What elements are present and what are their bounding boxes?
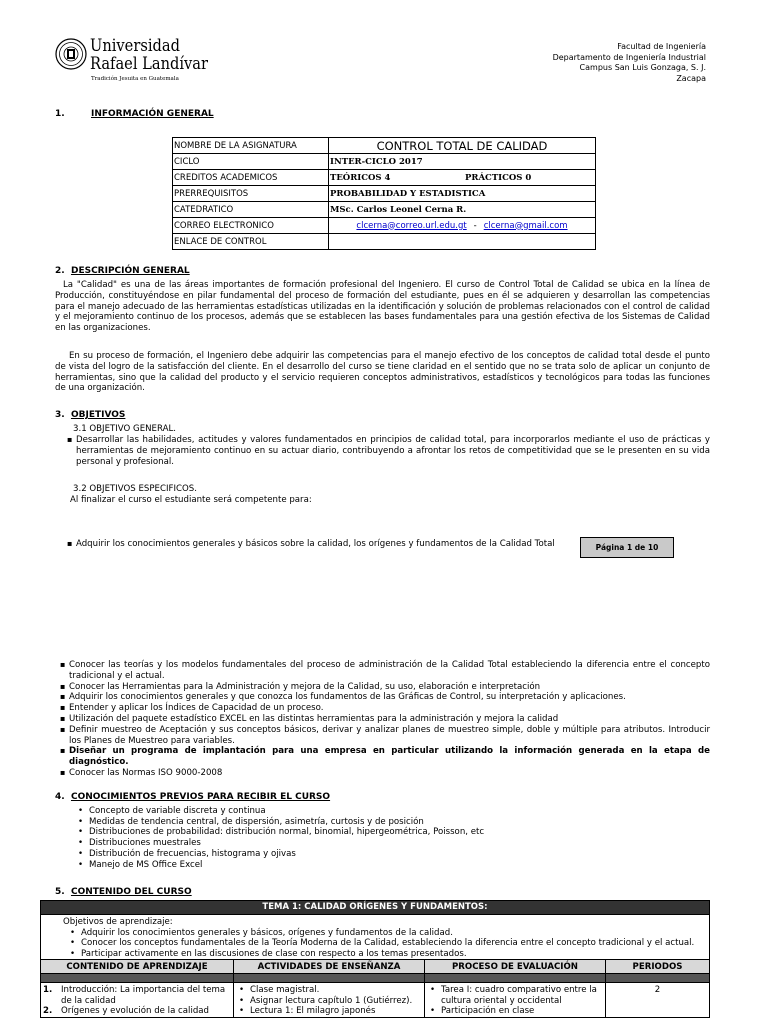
activities-cell [234,983,425,1017]
specific-objectives-list [55,660,710,779]
table-row [173,154,596,170]
list-item: • Clase magistral. [236,985,422,995]
info-label: NOMBRE DE LA ASIGNATURA [173,138,329,154]
list-item: • Participación en clase [427,1006,603,1016]
list-item: ▪ Adquirir los conocimientos generales y que conozca los fundamentos de las Gráficas de Control, su interpretación y aplicaciones. [55,692,710,703]
faculty-name: Facultad de Ingeniería [617,42,706,51]
section-5-heading: 5. CONTENIDO DEL CURSO [55,887,192,897]
list-item: ▪ Diseñar un programa de implantación para una empresa en particular utilizando la información generada en la etapa de diagnóstico. [55,746,710,768]
table-divider-row [41,974,710,983]
topic-title-band: TEMA 1: CALIDAD ORÍGENES Y FUNDAMENTOS: [40,900,710,915]
column-header: CONTENIDO DE APRENDIZAJE [41,960,234,974]
section-3-heading: 3. OBJETIVOS [55,410,126,420]
general-info-table [172,137,596,250]
description-paragraph-1: La "Calidad" es una de las áreas importantes de formación profesional del Ingeniero. El curso de Control Total de Calidad se ubica en la línea de Producción, constituyéndose en pilar fundamental del proceso de formación del estudiante, pues en él se adquieren y desarrollan las competencias para el manejo adecuado de las herramientas estadísticas utilizadas en la identificación y solución de problemas relacionados con el control de calidad y el mejoramiento continuo de los procesos, además que se establecen las bases fundamentales para una gestión efectiva de los Sistemas de Calidad en las organizaciones. [55,280,710,334]
faculty-address [553,42,706,84]
learning-objectives-list [63,928,709,960]
list-item: • Tarea I: cuadro comparativo entre la cultura oriental y occidental [427,985,603,1006]
university-seal-icon [55,38,87,70]
cycle-value: INTER-CICLO 2017 [329,154,596,170]
credits-value [329,170,596,186]
evaluation-cell [425,983,606,1017]
list-item: ▪ Conocer las Herramientas para la Administración y mejora de la Calidad, su uso, elaboración e interpretación [55,682,710,693]
description-paragraph-2: En su proceso de formación, el Ingeniero debe adquirir las competencias para el manejo efectivo de los conceptos de calidad total desde el punto de vista del logro de la satisfacción del cliente. En el desarrollo del curso se tiene claridad en el sentido que no se trata solo de aplicar un conjunto de herramientas, sino que la calidad del producto y el servicio requieren conceptos administrativos, estadísticos y tecnológicos para todas las funciones de una organización. [55,351,710,394]
list-item: • Distribución de frecuencias, histograma y ojivas [75,849,695,860]
university-tagline: Tradición Jesuita en Guatemala [91,76,179,82]
course-name: CONTROL TOTAL DE CALIDAD [329,138,596,154]
list-item: ▪ Definir muestreo de Aceptación y sus conceptos básicos, derivar y analizar planes de muestreo simple, doble y múltiple para atributos. Introducir los Planes de Muestreo para variables. [55,725,710,747]
prerequisites-value: PROBABILIDAD Y ESTADISTICA [329,186,596,202]
content-cell: 1. Introducción: La importancia del tema de la calidad 2. Orígenes y evolución de la calidad [41,983,234,1017]
email-link-2[interactable]: clcerna@gmail.com [483,220,568,231]
list-item: ▪ Conocer las Normas ISO 9000-2008 [55,768,710,779]
email-link-1[interactable]: clcerna@correo.url.edu.gt [356,220,467,231]
practice-credits: PRÁCTICOS 0 [465,172,532,183]
info-label: ENLACE DE CONTROL [173,234,329,250]
university-name-line1: Universidad [90,36,180,56]
list-item: • Distribuciones muestrales [75,838,695,849]
list-item: • Participar activamente en las discusiones de clase con respecto a los temas presentados. [67,949,709,960]
learning-objectives-label: Objetivos de aprendizaje: [63,917,173,927]
list-item: • Lectura 1: El milagro japonés [236,1006,422,1016]
table-header-row [41,960,710,974]
page-number-box: Página 1 de 10 [580,537,674,558]
info-label: CREDITOS ACADEMICOS [173,170,329,186]
column-header: PROCESO DE EVALUACIÓN [425,960,606,974]
info-label: CORREO ELECTRONICO [173,218,329,234]
control-link-value [329,234,596,250]
table-row [173,218,596,234]
theory-credits: TEÓRICOS 4 [330,172,391,183]
list-item: • Adquirir los conocimientos generales y básicos, orígenes y fundamentos de la calidad. [67,928,709,939]
list-item: • Distribuciones de probabilidad: distribución normal, binomial, hipergeométrica, Poisson, etc [75,827,695,838]
section-2-heading: 2. DESCRIPCIÓN GENERAL [55,266,190,276]
general-objective-text: ▪ Desarrollar las habilidades, actitudes y valores fundamentados en principios de calidad total, para incorporarlos mediante el uso de prácticas y herramientas de mejoramiento continuo en su actuar diario, contribuyendo a afrontar los retos de competitividad que se le presenten en su vida personal y profesional. [62,435,710,467]
specific-objective-item: ▪ Adquirir los conocimientos generales y básicos sobre la calidad, los orígenes y fundamentos de la Calidad Total [62,539,710,550]
prerequisites-list [75,806,695,870]
info-label: CICLO [173,154,329,170]
table-row [173,170,596,186]
list-item: ▪ Entender y aplicar los Índices de Capacidad de un proceso. [55,703,710,714]
learning-objectives-box [40,915,710,959]
list-item: ▪ Conocer las teorías y los modelos fundamentales del proceso de administración de la Calidad Total estableciendo la diferencia entre el concepto tradicional y el actual. [55,660,710,682]
section-1-heading: 1. INFORMACIÓN GENERAL [55,109,214,119]
university-name-line2: Rafael Landívar [90,54,209,74]
list-item: • Conocer los conceptos fundamentales de la Teoría Moderna de la Calidad, estableciendo la diferencia entre el concepto tradicional y el actual. [67,938,709,949]
table-row [41,983,710,1017]
specific-objectives-intro: Al finalizar el curso el estudiante será competente para: [70,495,312,505]
table-row [173,186,596,202]
specific-objectives-title: 3.2 OBJETIVOS ESPECIFICOS. [73,484,197,494]
list-item: • Concepto de variable discreta y continua [75,806,695,817]
list-item: • Medidas de tendencia central, de dispersión, asimetría, curtosis y de posición [75,817,695,828]
department-name: Departamento de Ingeniería Industrial [552,52,706,62]
section-4-heading: 4. CONOCIMIENTOS PREVIOS PARA RECIBIR EL CURSO [55,792,331,802]
table-row [173,202,596,218]
column-header: ACTIVIDADES DE ENSEÑANZA [234,960,425,974]
university-logo [55,36,215,90]
general-objective-title: 3.1 OBJETIVO GENERAL. [73,424,176,434]
info-label: CATEDRATICO [173,202,329,218]
table-row [173,234,596,250]
info-label: PRERREQUISITOS [173,186,329,202]
table-row [173,138,596,154]
list-item: • Asignar lectura capítulo 1 (Gutiérrez). [236,996,422,1006]
periods-cell: 2 [606,983,710,1017]
list-item: • Manejo de MS Office Excel [75,860,695,871]
course-content-table [40,900,710,1018]
list-item: ▪ Utilización del paquete estadístico EXCEL en las distintas herramientas para la administración y mejora la calidad [55,714,710,725]
email-value: clcerna@correo.url.edu.gt - clcerna@gmail.com [329,218,596,234]
instructor-value: MSc. Carlos Leonel Cerna R. [329,202,596,218]
column-header: PERIODOS [606,960,710,974]
campus-name: Campus San Luis Gonzaga, S. J. [579,63,706,72]
content-grid [40,959,710,1017]
city-name: Zacapa [676,73,706,83]
